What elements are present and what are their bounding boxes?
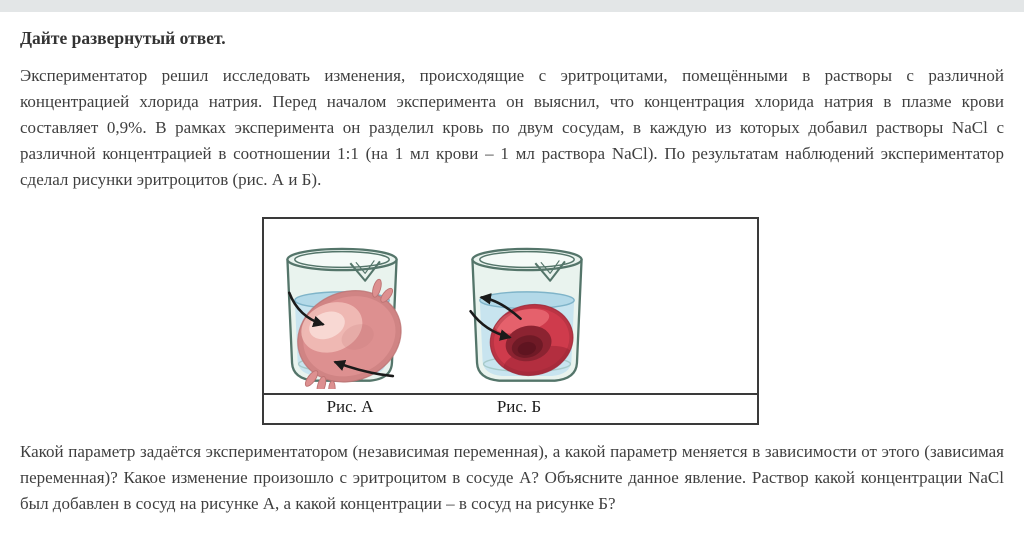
figure-caption-a: Рис. А [326,397,374,416]
question-tasks-paragraph: Какой параметр задаётся экспериментатором (независимая переменная), а какой параметр меняется в зависимости от этого (зависимая переменная)? Какое изменение произошло с эритроцитом в сосуде А? Объясните данное явление. Раствор какой концентрации NaCl был добавлен в сосуд на рисунке А, а какой концентрации – в сосуд на рисунке Б? [20,442,1004,513]
top-gray-bar [0,0,1024,12]
figure-caption-b: Рис. Б [496,397,542,416]
figure-canvas [264,219,757,393]
question-intro-paragraph: Экспериментатор решил исследовать изменения, происходящие с эритроцитами, помещёнными в растворы с различной концентрацией хлорида натрия. Перед началом эксперимента он выяснил, что концентрация хлорида натрия в плазме крови составляет 0,9%. В рамках эксперимента он разделил кровь по двум сосудам, в каждую из которых добавил растворы NaCl с различной концентрацией в соотношении 1:1 (на 1 мл крови – 1 мл раствора NaCl). По результатам наблюдений экспериментатор сделал рисунки эритроцитов (рис. А и Б). [20,66,1004,189]
page-title: Дайте развернутый ответ. [20,28,226,48]
beaker-b-illustration [457,241,597,389]
beaker-a-illustration [272,241,412,389]
figure-box [262,217,759,425]
figure-caption-row [264,393,757,423]
document-page [0,12,1024,517]
